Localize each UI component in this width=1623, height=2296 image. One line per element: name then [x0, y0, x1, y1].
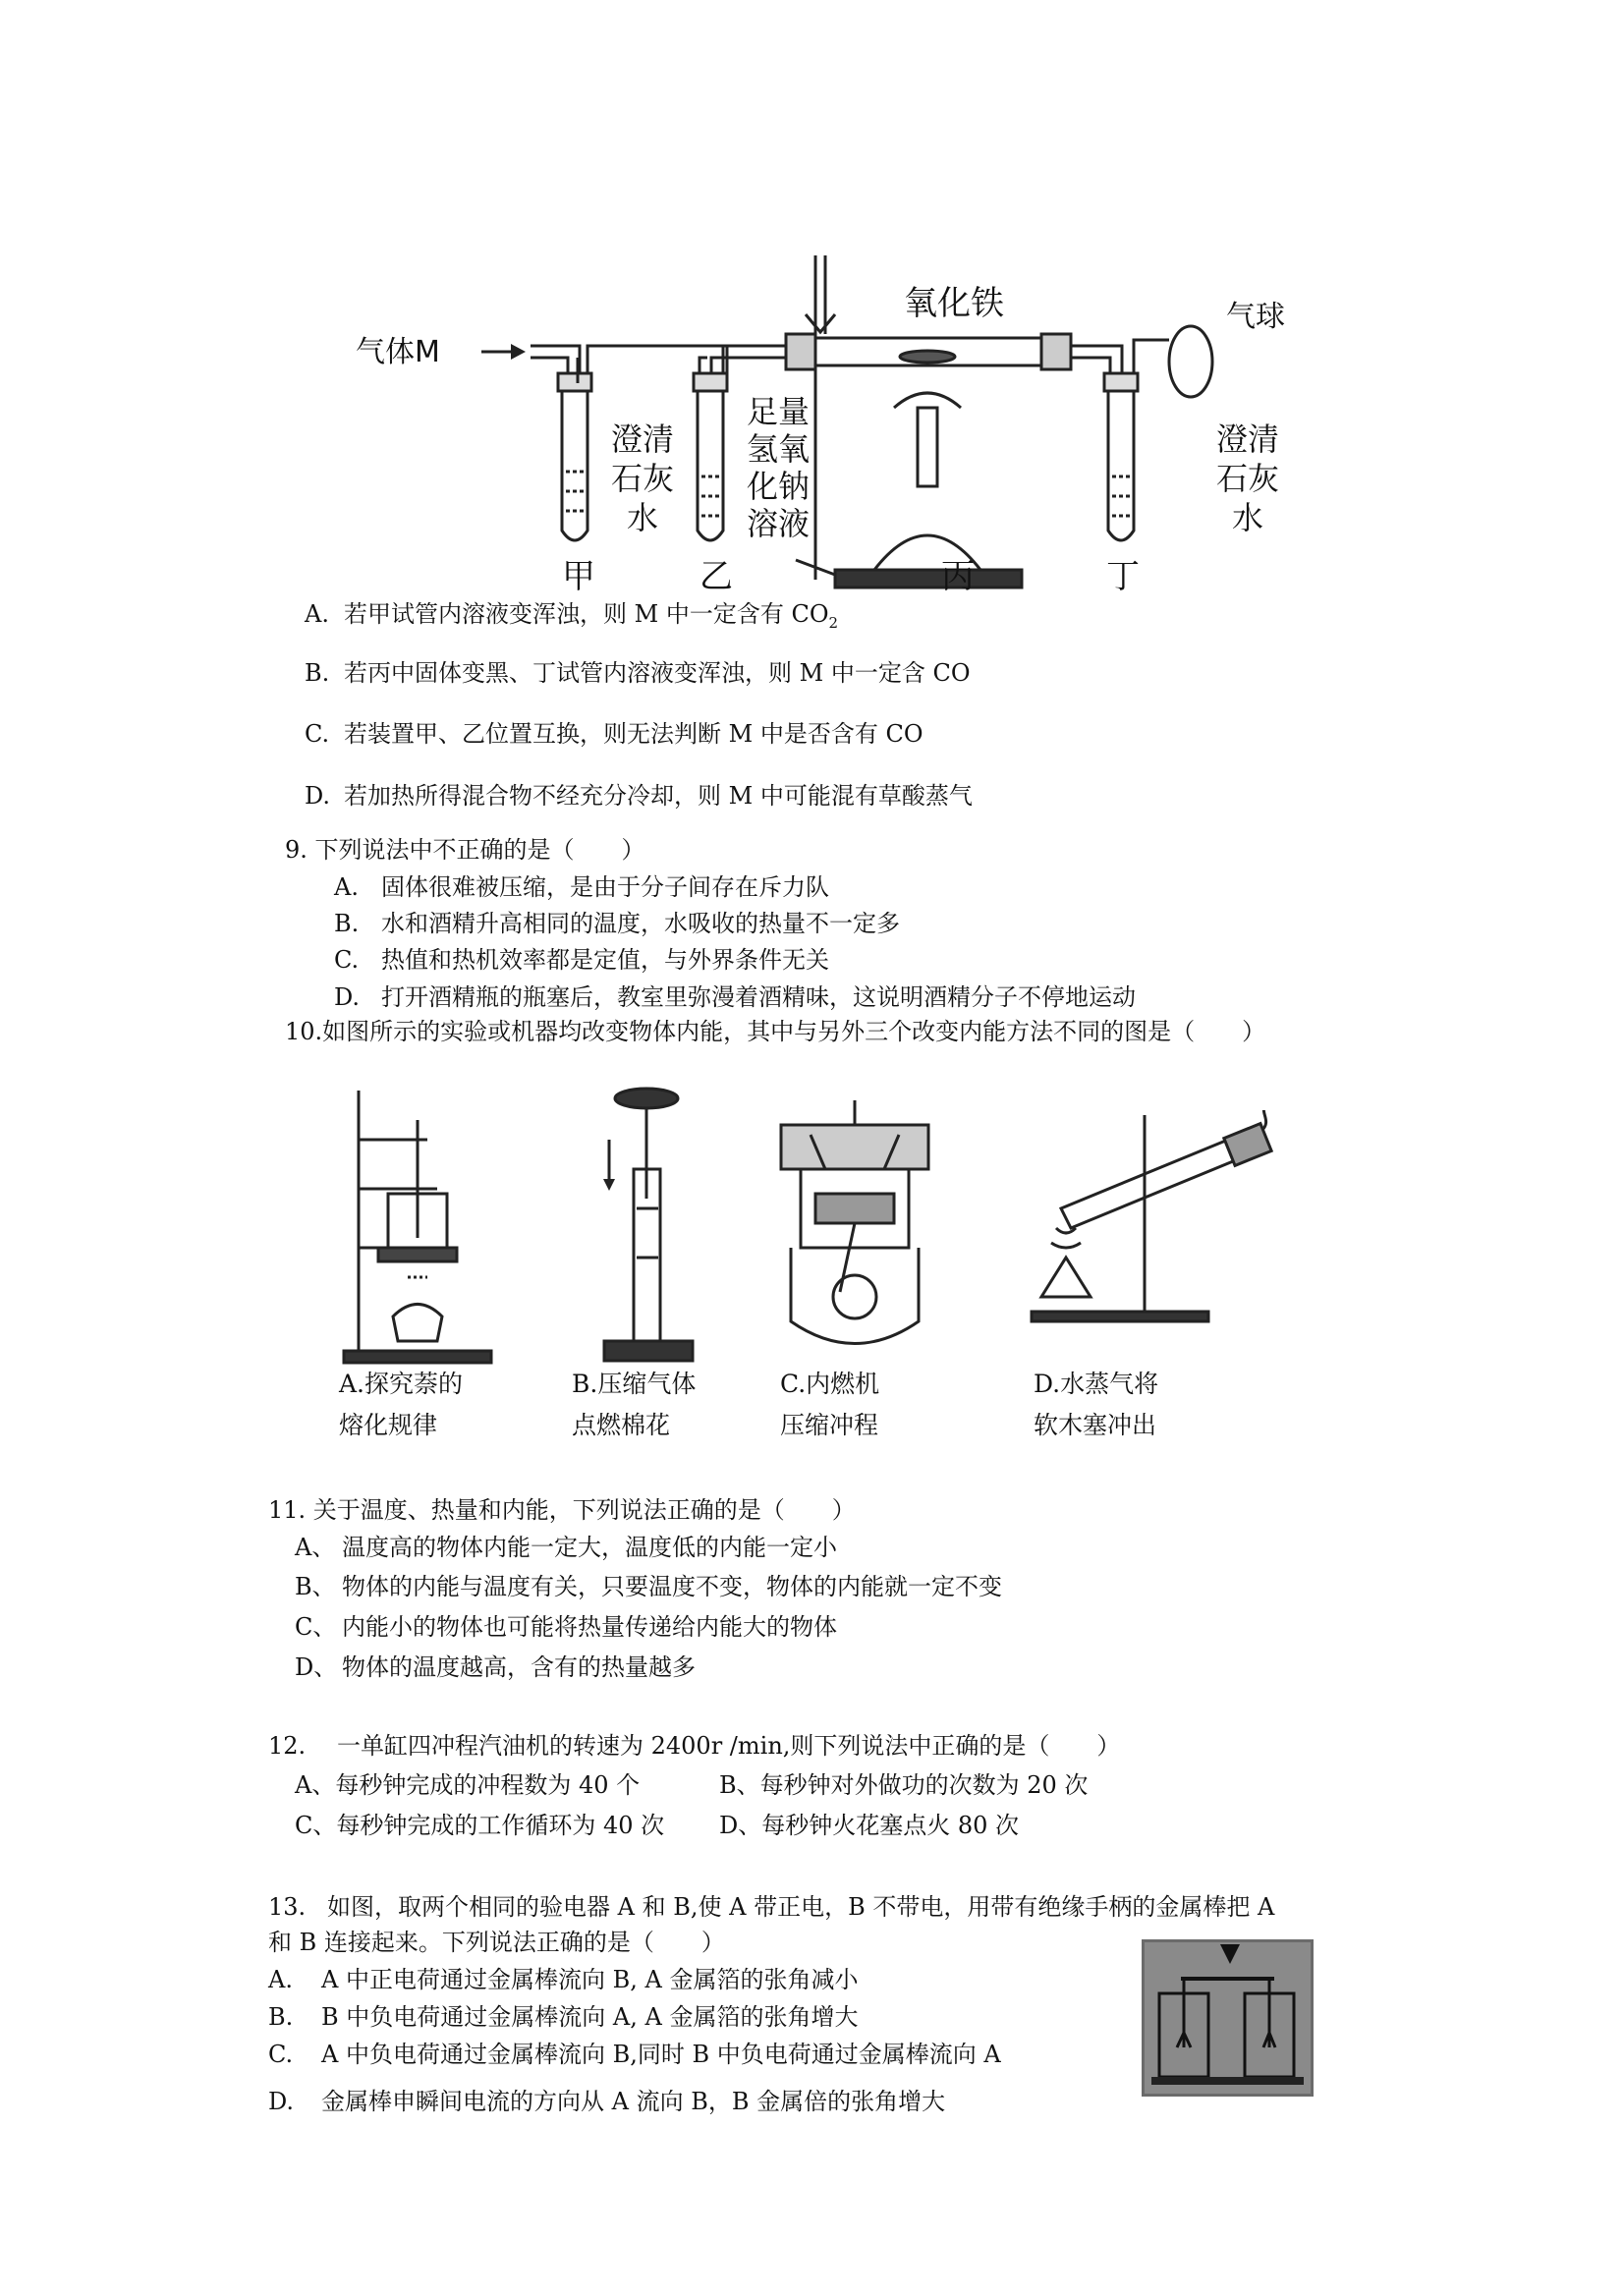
q11-option-b: B、 物体的内能与温度有关，只要温度不变，物体的内能就一定不变	[295, 1573, 1002, 1600]
q10-caption-d: D.水蒸气将 软木塞冲出	[1034, 1370, 1159, 1439]
q13-option-d: D. 金属棒申瞬间电流的方向从 A 流向 B，B 金属倍的张角增大	[268, 2088, 946, 2115]
tube-ding-line2: 石灰	[1216, 460, 1280, 497]
q10-caption-c: C.内燃机 压缩冲程	[780, 1370, 880, 1439]
q12-option-c: C、每秒钟完成的工作循环为 40 次	[295, 1812, 665, 1839]
q10-figure-c-engine-compression	[771, 1095, 938, 1361]
tube-yi-line4: 溶液	[747, 505, 811, 542]
q8-option-d: D. 若加热所得混合物不经充分冷却，则 M 中可能混有草酸蒸气	[305, 782, 973, 810]
q11-option-c: C、 内能小的物体也可能将热量传递给内能大的物体	[295, 1613, 837, 1641]
q10-stem: 10.如图所示的实验或机器均改变物体内能，其中与另外三个改变内能方法不同的图是（ ）	[285, 1018, 1266, 1045]
tube-yi-line3: 化钠	[747, 468, 811, 505]
station-jia: 甲	[562, 557, 595, 596]
gas-m-label: 气体M	[356, 335, 440, 369]
q8-option-b: B. 若丙中固体变黑、丁试管内溶液变浑浊，则 M 中一定含 CO	[305, 659, 971, 687]
tube-yi-line2: 氢氧	[747, 430, 811, 468]
tube-yi-line1: 足量	[747, 393, 811, 430]
tube-jia-line2: 石灰	[611, 460, 675, 497]
gas-apparatus-figure	[334, 236, 1316, 599]
q10-figure-b-compress-gas	[589, 1081, 698, 1366]
q8-option-c: C. 若装置甲、乙位置互换，则无法判断 M 中是否含有 CO	[305, 720, 923, 748]
q12-stem: 12. 一单缸四冲程汽油机的转速为 2400r /min,则下列说法中正确的是（ ）	[268, 1732, 1121, 1760]
station-yi: 乙	[700, 557, 733, 596]
q13-electroscope-figure	[1142, 1939, 1314, 2097]
q13-option-a: A. A 中正电荷通过金属棒流向 B, A 金属箔的张角减小	[268, 1966, 859, 1993]
q10-figure-d-steam-cork	[1022, 1110, 1277, 1326]
q9-option-c: C. 热值和热机效率都是定值，与外界条件无关	[334, 946, 829, 974]
q12-option-d: D、每秒钟火花塞点火 80 次	[719, 1812, 1020, 1839]
station-bing: 丙	[941, 557, 975, 596]
tube-jia-line3: 水	[627, 499, 659, 536]
q13-stem-line1: 13. 如图，取两个相同的验电器 A 和 B,使 A 带正电，B 不带电，用带有绝缘手柄的金属棒把 A	[268, 1893, 1275, 1921]
q13-option-c: C. A 中负电荷通过金属棒流向 B,同时 B 中负电荷通过金属棒流向 A	[268, 2041, 1001, 2068]
q9-option-d: D. 打开酒精瓶的瓶塞后，教室里弥漫着酒精味，这说明酒精分子不停地运动	[334, 983, 1136, 1011]
q10-caption-a: A.探究萘的 熔化规律	[339, 1370, 464, 1439]
q13-stem-line2: 和 B 连接起来。下列说法正确的是（ ）	[268, 1929, 725, 1956]
q11-stem: 11. 关于温度、热量和内能，下列说法正确的是（ ）	[268, 1496, 856, 1524]
q11-option-d: D、 物体的温度越高，含有的热量越多	[295, 1653, 696, 1681]
q9-stem: 9. 下列说法中不正确的是（ ）	[285, 836, 645, 864]
station-ding: 丁	[1106, 557, 1140, 596]
tube-jia-line1: 澄清	[611, 420, 675, 458]
tube-ding-line3: 水	[1232, 499, 1264, 536]
q13-option-b: B. B 中负电荷通过金属棒流向 A, A 金属箔的张角增大	[268, 2003, 859, 2031]
tube-ding-line1: 澄清	[1216, 420, 1280, 458]
q12-option-a: A、每秒钟完成的冲程数为 40 个	[295, 1771, 641, 1799]
iron-oxide-label: 氧化铁	[904, 284, 1004, 323]
balloon-label: 气球	[1226, 300, 1285, 334]
q10-caption-b: B.压缩气体 点燃棉花	[572, 1370, 697, 1439]
q9-option-a: A. 固体很难被压缩，是由于分子间存在斥力队	[334, 873, 829, 901]
q8-option-a: A. 若甲试管内溶液变浑浊，则 M 中一定含有 $CO_2$	[305, 600, 839, 632]
q10-figure-a-naphthalene-melting	[339, 1081, 496, 1366]
q9-option-b: B. 水和酒精升高相同的温度，水吸收的热量不一定多	[334, 910, 900, 937]
q12-option-b: B、每秒钟对外做功的次数为 20 次	[719, 1771, 1089, 1799]
q11-option-a: A、 温度高的物体内能一定大，温度低的内能一定小	[295, 1534, 837, 1561]
